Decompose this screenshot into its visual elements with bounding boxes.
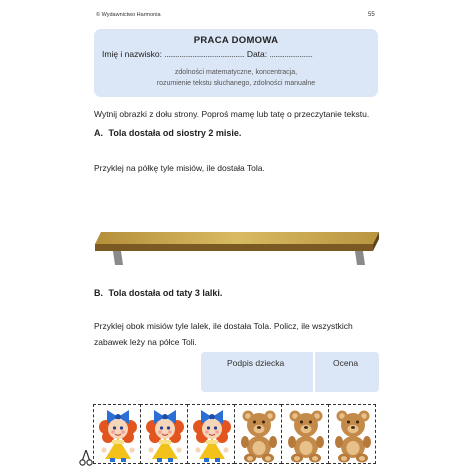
task-b-title: Tola dostała od taty 3 lalki. xyxy=(108,288,223,298)
doll-image xyxy=(142,407,188,463)
teddy-bear-image xyxy=(330,407,376,463)
signature-divider xyxy=(313,352,315,392)
signature-box xyxy=(201,352,379,392)
instruction-text: Wytnij obrazki z dołu strony. Poproś mamę lub tatę o przeczytanie tekstu. xyxy=(94,109,370,119)
date-label: Data: xyxy=(246,49,268,59)
cutout-teddy-bear[interactable] xyxy=(281,404,329,464)
task-a-letter: A. xyxy=(94,128,103,138)
teddy-bear-image xyxy=(283,407,329,463)
shelf-image xyxy=(93,228,383,268)
task-b-text: Przyklej obok misiów tyle lalek, ile dostała Tola. Policz, ile wszystkich zabawek leży na półce Toli. xyxy=(94,321,353,347)
cutout-teddy-bear[interactable] xyxy=(328,404,376,464)
homework-title: PRACA DOMOWA xyxy=(193,35,279,46)
doll-image xyxy=(95,407,141,463)
cutout-doll[interactable] xyxy=(187,404,235,464)
homework-fields xyxy=(102,49,312,59)
cutout-doll[interactable] xyxy=(93,404,141,464)
teddy-bear-image xyxy=(236,407,282,463)
cutout-teddy-bear[interactable] xyxy=(234,404,282,464)
publisher-credit: © Wydawnictwo Harmonia xyxy=(96,12,161,18)
skills-line-2: rozumienie tekstu słuchanego, zdolności manualne xyxy=(156,79,316,87)
grade-label: Ocena xyxy=(333,358,359,368)
task-a-title: Tola dostała od siostry 2 misie. xyxy=(108,128,242,138)
child-signature-label: Podpis dziecka xyxy=(227,358,285,368)
skills-text xyxy=(94,68,378,89)
task-b-letter: B. xyxy=(94,288,103,298)
date-field[interactable]: ....................... xyxy=(269,49,313,59)
cutout-doll[interactable] xyxy=(140,404,188,464)
name-label: Imię i nazwisko: xyxy=(102,49,162,59)
name-field[interactable]: ........................................... xyxy=(164,49,245,59)
task-a-heading xyxy=(94,128,241,138)
doll-image xyxy=(189,407,235,463)
skills-line-1: zdolności matematyczne, koncentracja, xyxy=(174,69,298,76)
scissors-icon xyxy=(79,450,93,466)
homework-box xyxy=(94,29,378,97)
page-number: 55 xyxy=(368,12,375,18)
task-b-heading xyxy=(94,288,222,298)
cutout-strip xyxy=(93,404,381,464)
task-a-text: Przyklej na półkę tyle misiów, ile dostała Tola. xyxy=(94,163,265,173)
